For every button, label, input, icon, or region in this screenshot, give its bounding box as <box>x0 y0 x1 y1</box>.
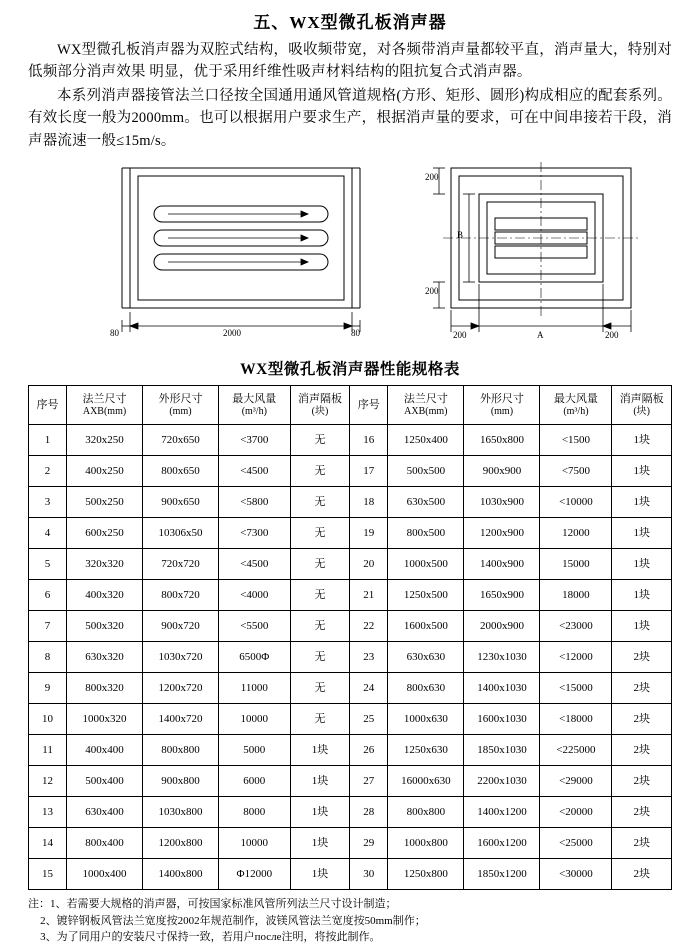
cell-no: 15 <box>29 859 67 890</box>
cell-board-2: 2块 <box>612 735 672 766</box>
cell-outer: 1030x800 <box>143 797 219 828</box>
dim-top-200: 200 <box>425 172 439 183</box>
cell-board: 无 <box>290 580 350 611</box>
cell-air-2: <20000 <box>540 797 612 828</box>
cell-no-2: 25 <box>350 704 388 735</box>
cell-no: 11 <box>29 735 67 766</box>
drawing-side-view <box>108 160 378 350</box>
cell-no: 10 <box>29 704 67 735</box>
cell-board-2: 1块 <box>612 518 672 549</box>
cell-board: 无 <box>290 425 350 456</box>
cell-air: 5000 <box>218 735 290 766</box>
cell-no: 4 <box>29 518 67 549</box>
note-2: 2、镀锌钢板风管法兰宽度按2002年规范制作，波镁风管法兰宽度按50mm制作； <box>40 914 426 927</box>
cell-air-2: <1500 <box>540 425 612 456</box>
table-row <box>29 797 672 828</box>
cell-air: 10000 <box>218 704 290 735</box>
cell-board: 1块 <box>290 828 350 859</box>
cell-no: 1 <box>29 425 67 456</box>
cell-flange: 800x400 <box>67 828 143 859</box>
dim-left-80: 80 <box>110 328 119 339</box>
cell-flange: 400x400 <box>67 735 143 766</box>
cell-outer: 1400x720 <box>143 704 219 735</box>
table-row <box>29 673 672 704</box>
cell-air: <4500 <box>218 549 290 580</box>
cell-outer: 720x720 <box>143 549 219 580</box>
drawing-section-view <box>423 160 673 350</box>
cell-air: 6500Φ <box>218 642 290 673</box>
dim-label-B: B <box>457 230 464 241</box>
dim-bottom-right-200: 200 <box>605 330 619 341</box>
cell-board: 1块 <box>290 859 350 890</box>
cell-air: <7300 <box>218 518 290 549</box>
cell-no: 5 <box>29 549 67 580</box>
cell-air: 10000 <box>218 828 290 859</box>
cell-flange-2: 800x630 <box>388 673 464 704</box>
cell-board: 无 <box>290 704 350 735</box>
cell-flange: 500x250 <box>67 487 143 518</box>
cell-no-2: 23 <box>350 642 388 673</box>
table-row <box>29 549 672 580</box>
header-air-1: 最大风量 (m³/h) <box>218 386 290 425</box>
cell-flange-2: 1250x500 <box>388 580 464 611</box>
header-air-2: 最大风量 (m³/h) <box>540 386 612 425</box>
cell-air: 6000 <box>218 766 290 797</box>
table-row <box>29 704 672 735</box>
cell-board-2: 1块 <box>612 549 672 580</box>
cell-board: 1块 <box>290 735 350 766</box>
table-caption: WX型微孔板消声器性能规格表 <box>240 361 460 379</box>
cell-air-2: 15000 <box>540 549 612 580</box>
cell-outer: 1200x720 <box>143 673 219 704</box>
cell-board-2: 1块 <box>612 580 672 611</box>
cell-outer-2: 900x900 <box>464 456 540 487</box>
cell-outer: 1030x720 <box>143 642 219 673</box>
cell-outer-2: 1200x900 <box>464 518 540 549</box>
header-board-2: 消声隔板 (块) <box>612 386 672 425</box>
cell-board-2: 2块 <box>612 766 672 797</box>
cell-flange: 1000x400 <box>67 859 143 890</box>
cell-no-2: 26 <box>350 735 388 766</box>
cell-board-2: 1块 <box>612 425 672 456</box>
cell-flange-2: 630x500 <box>388 487 464 518</box>
cell-no-2: 27 <box>350 766 388 797</box>
cell-board-2: 2块 <box>612 797 672 828</box>
cell-no: 3 <box>29 487 67 518</box>
table-row <box>29 456 672 487</box>
cell-outer: 900x800 <box>143 766 219 797</box>
cell-air-2: 18000 <box>540 580 612 611</box>
cell-air-2: <30000 <box>540 859 612 890</box>
cell-air-2: <29000 <box>540 766 612 797</box>
cell-outer: 720x650 <box>143 425 219 456</box>
table-row <box>29 518 672 549</box>
table-row <box>29 859 672 890</box>
cell-board: 无 <box>290 549 350 580</box>
cell-board-2: 2块 <box>612 704 672 735</box>
cell-board-2: 1块 <box>612 487 672 518</box>
cell-board: 无 <box>290 487 350 518</box>
cell-flange: 630x320 <box>67 642 143 673</box>
cell-outer-2: 1850x1030 <box>464 735 540 766</box>
cell-no: 14 <box>29 828 67 859</box>
cell-outer: 1200x800 <box>143 828 219 859</box>
cell-flange-2: 800x500 <box>388 518 464 549</box>
cell-outer-2: 1600x1030 <box>464 704 540 735</box>
cell-flange-2: 1000x630 <box>388 704 464 735</box>
cell-board: 无 <box>290 518 350 549</box>
dim-bottom-left-200: 200 <box>453 330 467 341</box>
cell-no-2: 24 <box>350 673 388 704</box>
cell-outer-2: 1400x1200 <box>464 797 540 828</box>
cell-outer-2: 1650x900 <box>464 580 540 611</box>
cell-board-2: 2块 <box>612 673 672 704</box>
cell-board: 1块 <box>290 797 350 828</box>
cell-no-2: 16 <box>350 425 388 456</box>
cell-flange-2: 1250x400 <box>388 425 464 456</box>
cell-air: Φ12000 <box>218 859 290 890</box>
table-row <box>29 642 672 673</box>
cell-board: 无 <box>290 673 350 704</box>
table-header-row <box>29 386 672 425</box>
cell-board-2: 2块 <box>612 642 672 673</box>
paragraph-2: 本系列消声器接管法兰口径按全国通用通风管道规格(方形、矩形、圆形)构成相应的配套系列。有效长度一般为2000mm。也可以根据用户要求生产，根据消声量的要求，可在中间串接若干段，消声器流速一般≤15m/s。 <box>28 87 672 149</box>
table-row <box>29 611 672 642</box>
cell-flange: 320x320 <box>67 549 143 580</box>
table-row <box>29 425 672 456</box>
cell-no: 7 <box>29 611 67 642</box>
cell-flange: 320x250 <box>67 425 143 456</box>
cell-no: 6 <box>29 580 67 611</box>
cell-no: 9 <box>29 673 67 704</box>
cell-outer-2: 1030x900 <box>464 487 540 518</box>
cell-air: <5500 <box>218 611 290 642</box>
cell-no: 2 <box>29 456 67 487</box>
cell-air-2: <25000 <box>540 828 612 859</box>
spec-table <box>28 385 672 890</box>
cell-flange-2: 800x800 <box>388 797 464 828</box>
cell-outer: 800x720 <box>143 580 219 611</box>
notes-block <box>28 896 672 946</box>
cell-no-2: 19 <box>350 518 388 549</box>
cell-outer-2: 1400x1030 <box>464 673 540 704</box>
document-page <box>0 8 700 944</box>
cell-air-2: <12000 <box>540 642 612 673</box>
cell-air-2: 12000 <box>540 518 612 549</box>
cell-outer: 800x650 <box>143 456 219 487</box>
header-flange-1: 法兰尺寸 AXB(mm) <box>67 386 143 425</box>
header-no-2: 序号 <box>350 386 388 425</box>
cell-no-2: 20 <box>350 549 388 580</box>
cell-outer-2: 1230x1030 <box>464 642 540 673</box>
cell-flange: 630x400 <box>67 797 143 828</box>
cell-air: 8000 <box>218 797 290 828</box>
cell-outer: 800x800 <box>143 735 219 766</box>
cell-air-2: <7500 <box>540 456 612 487</box>
dim-right-80: 80 <box>351 328 360 339</box>
cell-outer: 1400x800 <box>143 859 219 890</box>
cell-board: 1块 <box>290 766 350 797</box>
cell-air: 11000 <box>218 673 290 704</box>
cell-outer: 900x650 <box>143 487 219 518</box>
header-board-1: 消声隔板 (块) <box>290 386 350 425</box>
paragraph-1: WX型微孔板消声器为双腔式结构，吸收频带宽，对各频带消声量都较平直，消声量大，特别对低频部分消声效果 明显，优于采用纤维性吸声材料结构的阻抗复合式消声器。 <box>28 42 672 81</box>
table-row <box>29 766 672 797</box>
dim-label-A: A <box>537 330 544 341</box>
cell-no: 13 <box>29 797 67 828</box>
cell-flange-2: 1000x800 <box>388 828 464 859</box>
header-outer-2: 外形尺寸 (mm) <box>464 386 540 425</box>
cell-flange-2: 1250x630 <box>388 735 464 766</box>
cell-no-2: 30 <box>350 859 388 890</box>
dim-bottom-200: 200 <box>425 286 439 297</box>
table-row <box>29 828 672 859</box>
cell-board: 无 <box>290 642 350 673</box>
cell-flange-2: 16000x630 <box>388 766 464 797</box>
header-flange-2: 法兰尺寸 AXB(mm) <box>388 386 464 425</box>
cell-air: <3700 <box>218 425 290 456</box>
page-title: 五、WX型微孔板消声器 <box>253 13 447 32</box>
cell-no: 8 <box>29 642 67 673</box>
cell-flange: 500x400 <box>67 766 143 797</box>
cell-outer-2: 1600x1200 <box>464 828 540 859</box>
cell-flange-2: 1600x500 <box>388 611 464 642</box>
cell-flange: 800x320 <box>67 673 143 704</box>
header-no-1: 序号 <box>29 386 67 425</box>
cell-outer: 900x720 <box>143 611 219 642</box>
cell-board: 无 <box>290 611 350 642</box>
cell-flange: 400x250 <box>67 456 143 487</box>
cell-board-2: 1块 <box>612 611 672 642</box>
cell-flange-2: 630x630 <box>388 642 464 673</box>
cell-flange: 1000x320 <box>67 704 143 735</box>
technical-drawings <box>28 160 672 355</box>
cell-air-2: <15000 <box>540 673 612 704</box>
cell-flange-2: 1250x800 <box>388 859 464 890</box>
cell-no-2: 21 <box>350 580 388 611</box>
cell-outer-2: 1850x1200 <box>464 859 540 890</box>
cell-board-2: 2块 <box>612 859 672 890</box>
cell-flange: 400x320 <box>67 580 143 611</box>
cell-air: <4000 <box>218 580 290 611</box>
cell-no-2: 17 <box>350 456 388 487</box>
cell-no-2: 29 <box>350 828 388 859</box>
cell-outer-2: 1400x900 <box>464 549 540 580</box>
table-row <box>29 487 672 518</box>
dim-center-2000: 2000 <box>223 328 241 339</box>
cell-no-2: 22 <box>350 611 388 642</box>
cell-flange-2: 1000x500 <box>388 549 464 580</box>
cell-air-2: <23000 <box>540 611 612 642</box>
table-row <box>29 735 672 766</box>
cell-board-2: 2块 <box>612 828 672 859</box>
cell-no-2: 28 <box>350 797 388 828</box>
cell-no: 12 <box>29 766 67 797</box>
cell-flange-2: 500x500 <box>388 456 464 487</box>
cell-air-2: <225000 <box>540 735 612 766</box>
cell-outer-2: 2200x1030 <box>464 766 540 797</box>
cell-flange: 500x320 <box>67 611 143 642</box>
cell-air: <4500 <box>218 456 290 487</box>
cell-air-2: <10000 <box>540 487 612 518</box>
cell-outer-2: 2000x900 <box>464 611 540 642</box>
cell-board-2: 1块 <box>612 456 672 487</box>
cell-board: 无 <box>290 456 350 487</box>
cell-outer: 10306x50 <box>143 518 219 549</box>
cell-air: <5800 <box>218 487 290 518</box>
cell-outer-2: 1650x800 <box>464 425 540 456</box>
cell-flange: 600x250 <box>67 518 143 549</box>
cell-air-2: <18000 <box>540 704 612 735</box>
note-3: 3、为了同用户的安装尺寸保持一致，若用户после注明，将按此制作。 <box>40 931 381 944</box>
note-1: 注：1、若需要大规格的消声器，可按国家标准风管所列法兰尺寸设计制造； <box>28 898 397 911</box>
header-outer-1: 外形尺寸 (mm) <box>143 386 219 425</box>
cell-no-2: 18 <box>350 487 388 518</box>
table-row <box>29 580 672 611</box>
